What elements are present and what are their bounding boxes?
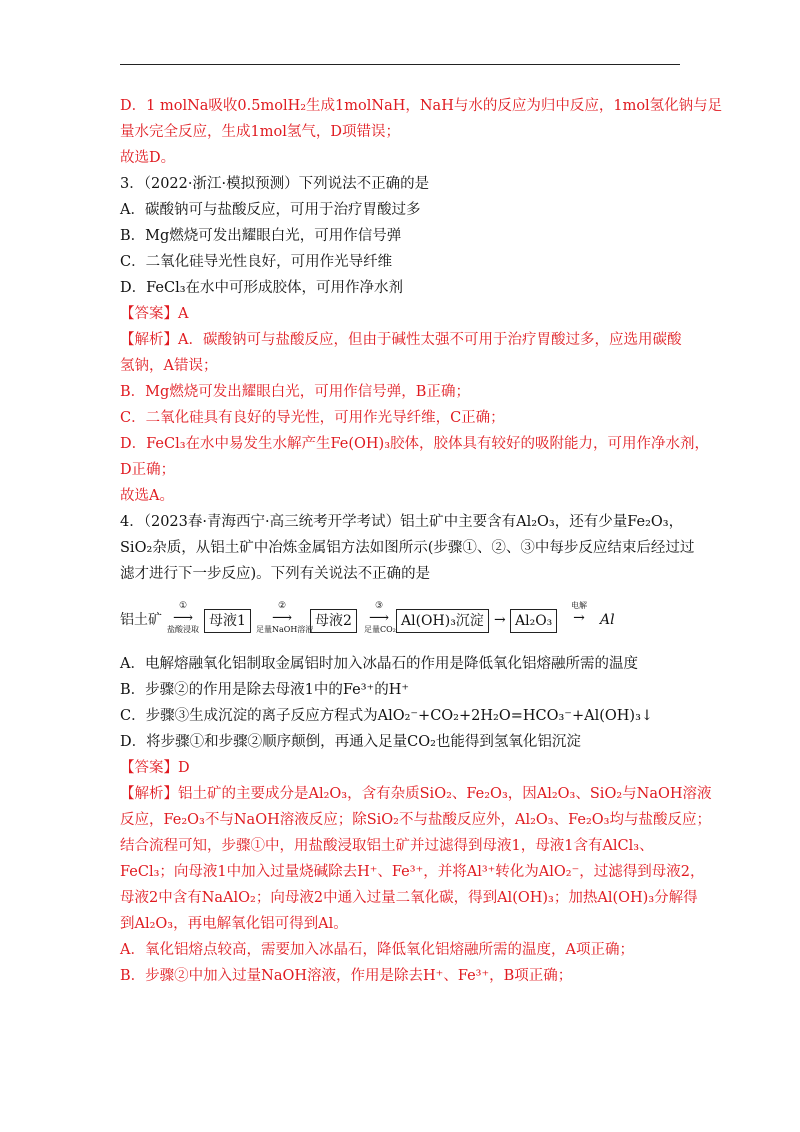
header-rule [120, 64, 680, 65]
q4-analysis-2: 反应，Fe₂O₃不与NaOH溶液反应；除SiO₂不与盐酸反应外，Al₂O₃、Fe₂O₃均与盐酸反应； [120, 812, 711, 828]
q4-analysis-8: B．步骤②中加入过量NaOH溶液，作用是除去H⁺、Fe³⁺，B项正确； [120, 968, 573, 984]
q4-analysis-4: FeCl₃；向母液1中加入过量烧碱除去H⁺、Fe³⁺，并将Al³⁺转化为AlO₂⁻，过滤得到母液2， [120, 864, 705, 880]
q4-analysis-5: 母液2中含有NaAlO₂；向母液2中通入过量二氧化碳，得到Al(OH)₃；加热Al(OH)₃分解得 [120, 890, 698, 906]
flow-step-1-arrow [166, 601, 200, 635]
q4-option-a: A．电解熔融氧化铝制取金属铝时加入冰晶石的作用是降低氧化铝熔融所需的温度 [120, 656, 638, 672]
q4-analysis-6: 到Al₂O₃，再电解氧化铝可得到Al。 [120, 916, 348, 932]
flow-step-4-label: 电解 [571, 601, 587, 610]
q2-tail-conclusion: 故选D。 [120, 150, 176, 166]
q2-tail-line-1: D．1 molNa吸收0.5molH₂生成1molNaH，NaH与水的反应为归中反应，1mol氢化钠与足 [120, 98, 723, 114]
q3-analysis-4: C．二氧化硅具有良好的导光性，可用作光导纤维，C正确； [120, 410, 505, 426]
flow-node-mother-liquor-1: 母液1 [204, 609, 251, 633]
question-4-stem-3: 滤才进行下一步反应)。下列有关说法不正确的是 [120, 566, 431, 582]
document-body [120, 93, 723, 989]
q4-analysis-7: A．氧化铝熔点较高，需要加入冰晶石，降低氧化铝熔融所需的温度，A项正确； [120, 942, 634, 958]
process-flow-diagram [120, 599, 680, 645]
flow-step-2-arrow [256, 601, 314, 635]
question-3-stem: 3．（2022·浙江·模拟预测）下列说法不正确的是 [120, 176, 430, 192]
flow-start: 铝土矿 [120, 612, 162, 628]
right-arrow-icon: → [573, 610, 585, 626]
q3-option-a: A．碳酸钠可与盐酸反应，可用于治疗胃酸过多 [120, 202, 421, 218]
flow-step-1-number: ① [178, 601, 188, 611]
right-arrow-icon: → [494, 612, 506, 628]
right-arrow-icon: ⟶ [172, 610, 194, 626]
question-4-stem-2: SiO₂杂质，从铝土矿中冶炼金属铝方法如图所示(步骤①、②、③中每步反应结束后经过过 [120, 540, 695, 556]
q4-analysis-1: 【解析】铝土矿的主要成分是Al₂O₃，含有杂质SiO₂、Fe₂O₃，因Al₂O₃、SiO₂与NaOH溶液 [120, 786, 712, 802]
flow-node-alumina: Al₂O₃ [510, 609, 557, 633]
q4-option-d: D．将步骤①和步骤②顺序颠倒，再通入足量CO₂也能得到氢氧化铝沉淀 [120, 734, 581, 750]
flow-node-precipitate: Al(OH)₃沉淀 [396, 609, 489, 633]
flow-step-1-label: 盐酸浸取 [167, 625, 199, 634]
q3-analysis-5: D．FeCl₃在水中易发生水解产生Fe(OH)₃胶体，胶体具有较好的吸附能力，可用作净水剂， [120, 436, 710, 452]
flow-step-3-arrow [364, 601, 394, 635]
q3-conclusion: 故选A。 [120, 488, 174, 504]
flow-step-3-label: 足量CO₂ [364, 625, 396, 634]
flow-node-mother-liquor-2: 母液2 [310, 609, 357, 633]
q3-answer: 【答案】A [120, 306, 189, 322]
q3-option-d: D．FeCl₃在水中可形成胶体，可用作净水剂 [120, 280, 404, 296]
right-arrow-icon: ⟶ [271, 610, 293, 626]
q3-option-b: B．Mg燃烧可发出耀眼白光，可用作信号弹 [120, 228, 402, 244]
q4-answer: 【答案】D [120, 760, 190, 776]
q4-option-c: C．步骤③生成沉淀的离子反应方程式为AlO₂⁻+CO₂+2H₂O=HCO₃⁻+Al(OH)₃↓ [120, 708, 654, 724]
q4-analysis-3: 结合流程可知，步骤①中，用盐酸浸取铝土矿并过滤得到母液1，母液1含有AlCl₃、 [120, 838, 654, 854]
flow-step-2-number: ② [277, 601, 287, 611]
flow-step-2-label: 足量NaOH溶液 [256, 625, 314, 634]
question-4-stem-1: 4．（2023春·青海西宁·高三统考开学考试）铝土矿中主要含有Al₂O₃，还有少量Fe₂O₃， [120, 514, 684, 530]
flow-step-4-arrow [566, 601, 592, 625]
right-arrow-icon: ⟶ [368, 610, 390, 626]
q3-analysis-2: 氢钠，A错误； [120, 358, 218, 374]
q2-tail-line-2: 量水完全反应，生成1mol氢气，D项错误； [120, 124, 400, 140]
q3-analysis-3: B．Mg燃烧可发出耀眼白光，可用作信号弹，B正确； [120, 384, 470, 400]
q3-option-c: C．二氧化硅导光性良好，可用作光导纤维 [120, 254, 393, 270]
flow-step-3-number: ③ [374, 601, 384, 611]
q4-option-b: B．步骤②的作用是除去母液1中的Fe³⁺的H⁺ [120, 682, 409, 698]
q3-analysis-1: 【解析】A．碳酸钠可与盐酸反应，但由于碱性太强不可用于治疗胃酸过多，应选用碳酸 [120, 332, 682, 348]
flow-end: Al [600, 612, 615, 628]
q3-analysis-6: D正确； [120, 462, 176, 478]
